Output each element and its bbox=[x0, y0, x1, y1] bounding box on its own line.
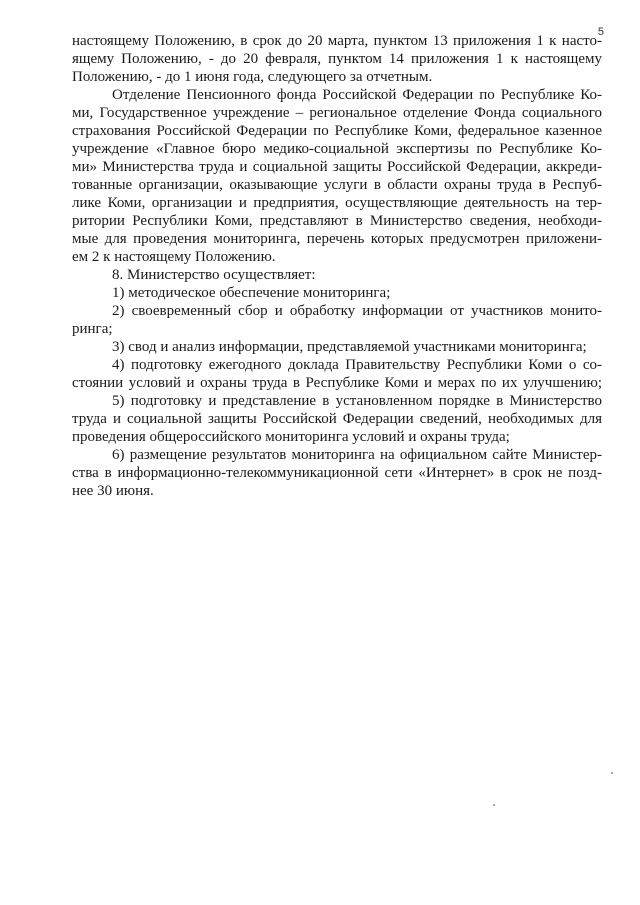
text-line: Отделение Пенсионного фонда Российской Федерации по Республике Ко- bbox=[112, 87, 602, 103]
text-line: учреждение «Главное бюро медико-социальной экспертизы по Республике Ко- bbox=[72, 141, 602, 157]
text-line: 3) свод и анализ информации, представляемой участниками мониторинга; bbox=[112, 339, 587, 355]
text-line: ящему Положению, - до 20 февраля, пунктом 14 приложения 1 к настоящему bbox=[72, 51, 602, 67]
text-line: мые для проведения мониторинга, перечень которых предусмотрен приложени- bbox=[72, 231, 602, 247]
text-line: труда и социальной защиты Российской Федерации сведений, необходимых для bbox=[72, 411, 602, 427]
text-line: проведения общероссийского мониторинга условий и охраны труда; bbox=[72, 429, 510, 445]
text-line: 6) размещение результатов мониторинга на официальном сайте Министер- bbox=[112, 447, 602, 463]
text-line: ства в информационно-телекоммуникационной сети «Интернет» в срок не позд- bbox=[72, 465, 602, 481]
text-line: тованные организации, оказывающие услуги в области охраны труда в Респуб- bbox=[72, 177, 602, 193]
text-line: ем 2 к настоящему Положению. bbox=[72, 249, 276, 265]
text-line: стоянии условий и охраны труда в Республике Коми и мерах по их улучшению; bbox=[72, 375, 602, 391]
text-line: ритории Республики Коми, представляют в Министерство сведения, необходи- bbox=[72, 213, 602, 229]
text-line: ринга; bbox=[72, 321, 113, 337]
text-line: ми» Министерства труда и социальной защиты Российской Федерации, аккреди- bbox=[72, 159, 602, 175]
scan-speck bbox=[493, 804, 495, 806]
scan-speck bbox=[611, 772, 613, 774]
text-line: лике Коми, организации и предприятия, осуществляющие деятельность на тер- bbox=[72, 195, 602, 211]
text-line: 4) подготовку ежегодного доклада Правительству Республики Коми о со- bbox=[112, 357, 602, 373]
text-line: 2) своевременный сбор и обработку информации от участников монито- bbox=[112, 303, 602, 319]
text-line: настоящему Положению, в срок до 20 марта, пунктом 13 приложения 1 к насто- bbox=[72, 33, 602, 49]
text-line: 5) подготовку и представление в установленном порядке в Министерство bbox=[112, 393, 602, 409]
page-number: 5 bbox=[597, 26, 604, 38]
text-line: 1) методическое обеспечение мониторинга; bbox=[112, 285, 391, 301]
text-line: страхования Российской Федерации по Республике Коми, федеральное казенное bbox=[72, 123, 602, 139]
text-line: Положению, - до 1 июня года, следующего за отчетным. bbox=[72, 69, 433, 85]
text-line: 8. Министерство осуществляет: bbox=[112, 267, 316, 283]
text-line: нее 30 июня. bbox=[72, 483, 154, 499]
text-line: ми, Государственное учреждение – региональное отделение Фонда социального bbox=[72, 105, 602, 121]
